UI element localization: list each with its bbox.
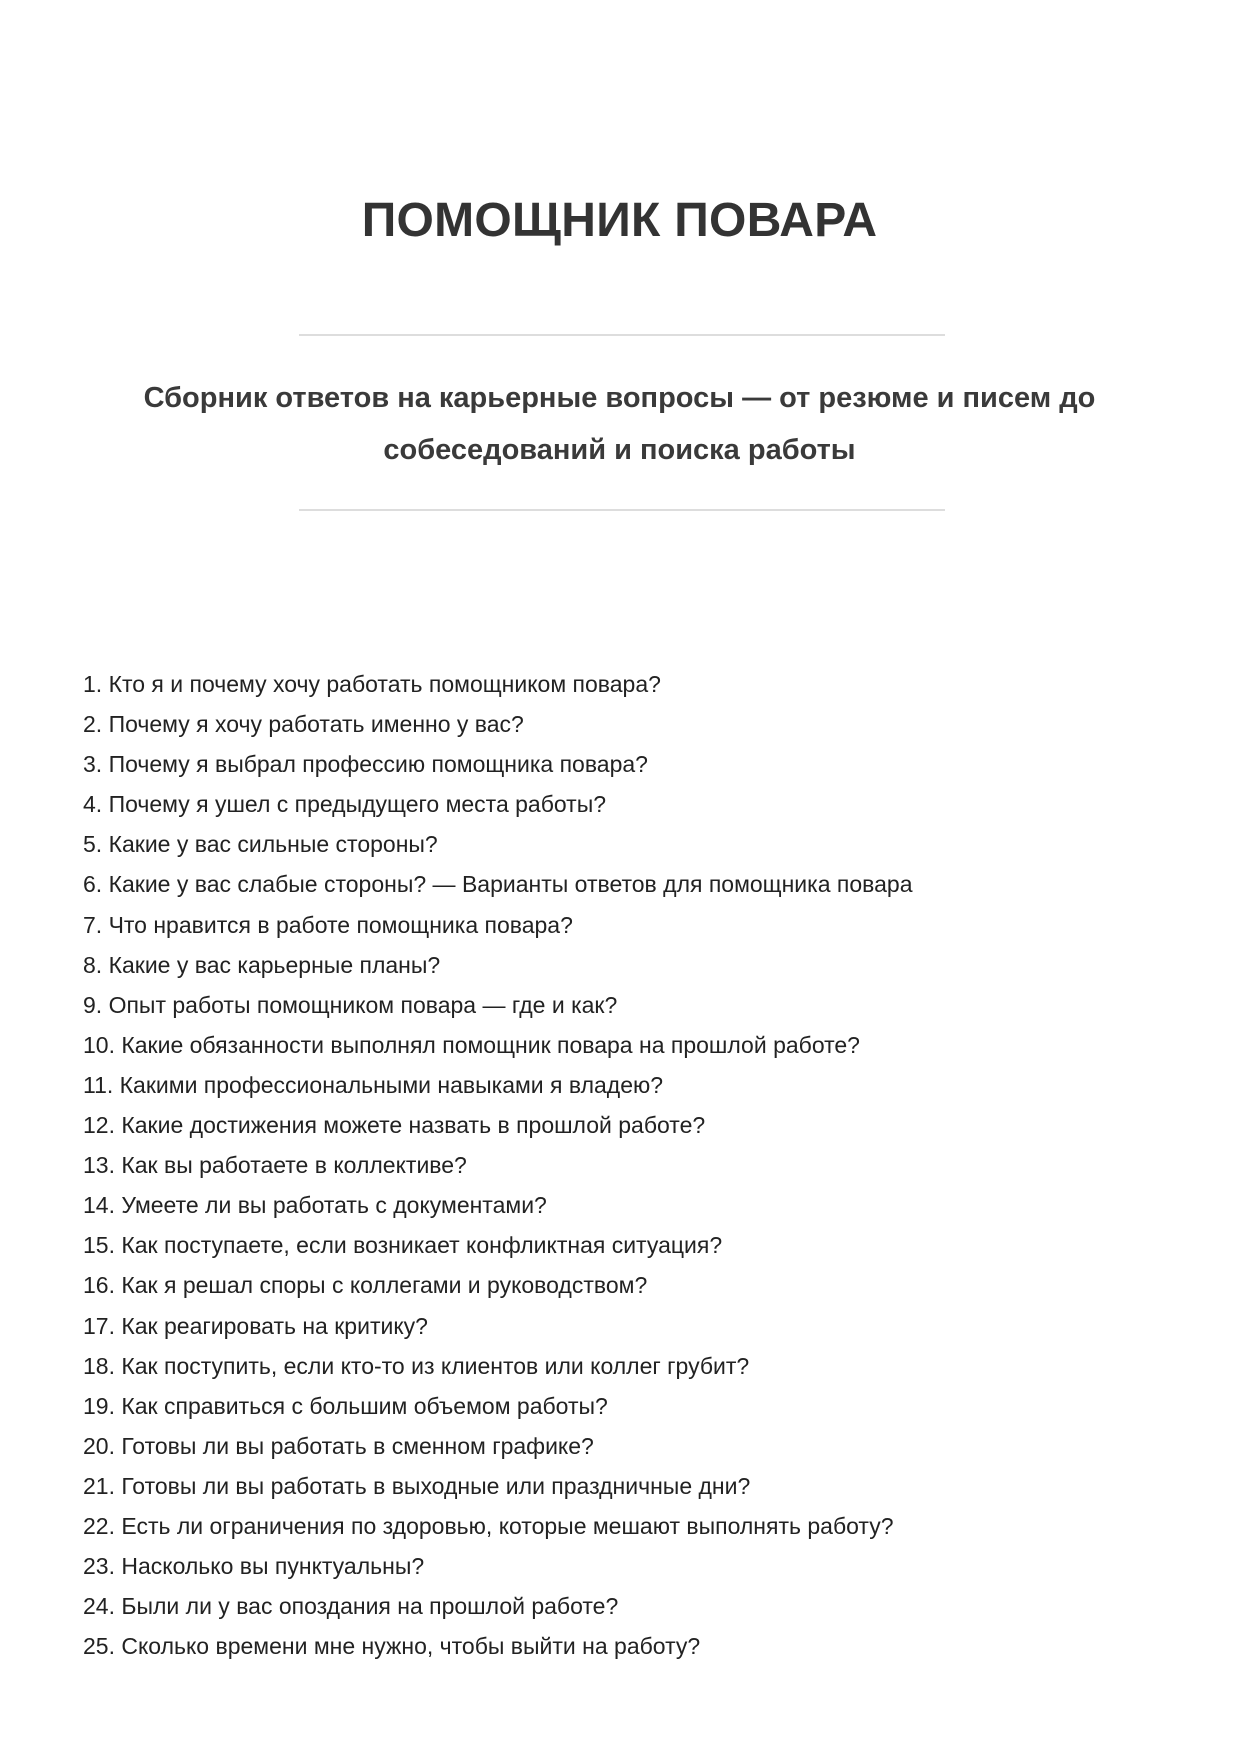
bottom-divider xyxy=(299,509,945,511)
toc-item: 5. Какие у вас сильные стороны? xyxy=(83,831,438,858)
toc-item: 3. Почему я выбрал профессию помощника повара? xyxy=(83,751,648,778)
toc-item: 9. Опыт работы помощником повара — где и как? xyxy=(83,991,618,1018)
toc-item: 1. Кто я и почему хочу работать помощником повара? xyxy=(83,671,661,697)
page-subtitle: Сборник ответов на карьерные вопросы — от резюме и писем до собеседований и поиска работы xyxy=(143,382,1096,466)
toc-item: 2. Почему я хочу работать именно у вас? xyxy=(83,711,524,738)
toc-item: 16. Как я решал споры с коллегами и руководством? xyxy=(83,1272,648,1299)
toc-item: 21. Готовы ли вы работать в выходные или праздничные дни? xyxy=(83,1472,751,1499)
toc-item: 19. Как справиться с большим объемом работы? xyxy=(83,1392,608,1419)
toc-item: 12. Какие достижения можете назвать в прошлой работе? xyxy=(83,1112,706,1139)
toc-item: 14. Умеете ли вы работать с документами? xyxy=(83,1192,547,1219)
toc-item: 10. Какие обязанности выполнял помощник повара на прошлой работе? xyxy=(83,1031,860,1058)
toc-item: 11. Какими профессиональными навыками я владею? xyxy=(83,1071,664,1098)
page-title: ПОМОЩНИК ПОВАРА xyxy=(361,194,878,247)
toc-item: 25. Сколько времени мне нужно, чтобы выйти на работу? xyxy=(83,1633,701,1660)
toc-item: 7. Что нравится в работе помощника повара? xyxy=(83,911,573,938)
toc-item: 24. Были ли у вас опоздания на прошлой работе? xyxy=(83,1593,619,1620)
toc-item: 17. Как реагировать на критику? xyxy=(83,1312,428,1339)
top-divider xyxy=(299,334,945,336)
toc-item: 18. Как поступить, если кто-то из клиентов или коллег грубит? xyxy=(83,1352,750,1379)
toc-item: 13. Как вы работаете в коллективе? xyxy=(83,1152,467,1179)
toc-item: 23. Насколько вы пунктуальны? xyxy=(83,1553,425,1580)
toc-item: 22. Есть ли ограничения по здоровью, которые мешают выполнять работу? xyxy=(83,1512,894,1539)
toc-item: 6. Какие у вас слабые стороны? — Варианты ответов для помощника повара xyxy=(83,871,913,898)
toc-item: 20. Готовы ли вы работать в сменном графике? xyxy=(83,1432,594,1459)
toc-item: 4. Почему я ушел с предыдущего места работы? xyxy=(83,791,607,818)
toc-item: 15. Как поступаете, если возникает конфликтная ситуация? xyxy=(83,1232,723,1259)
table-of-contents xyxy=(83,664,1163,1666)
toc-item: 8. Какие у вас карьерные планы? xyxy=(83,951,441,978)
